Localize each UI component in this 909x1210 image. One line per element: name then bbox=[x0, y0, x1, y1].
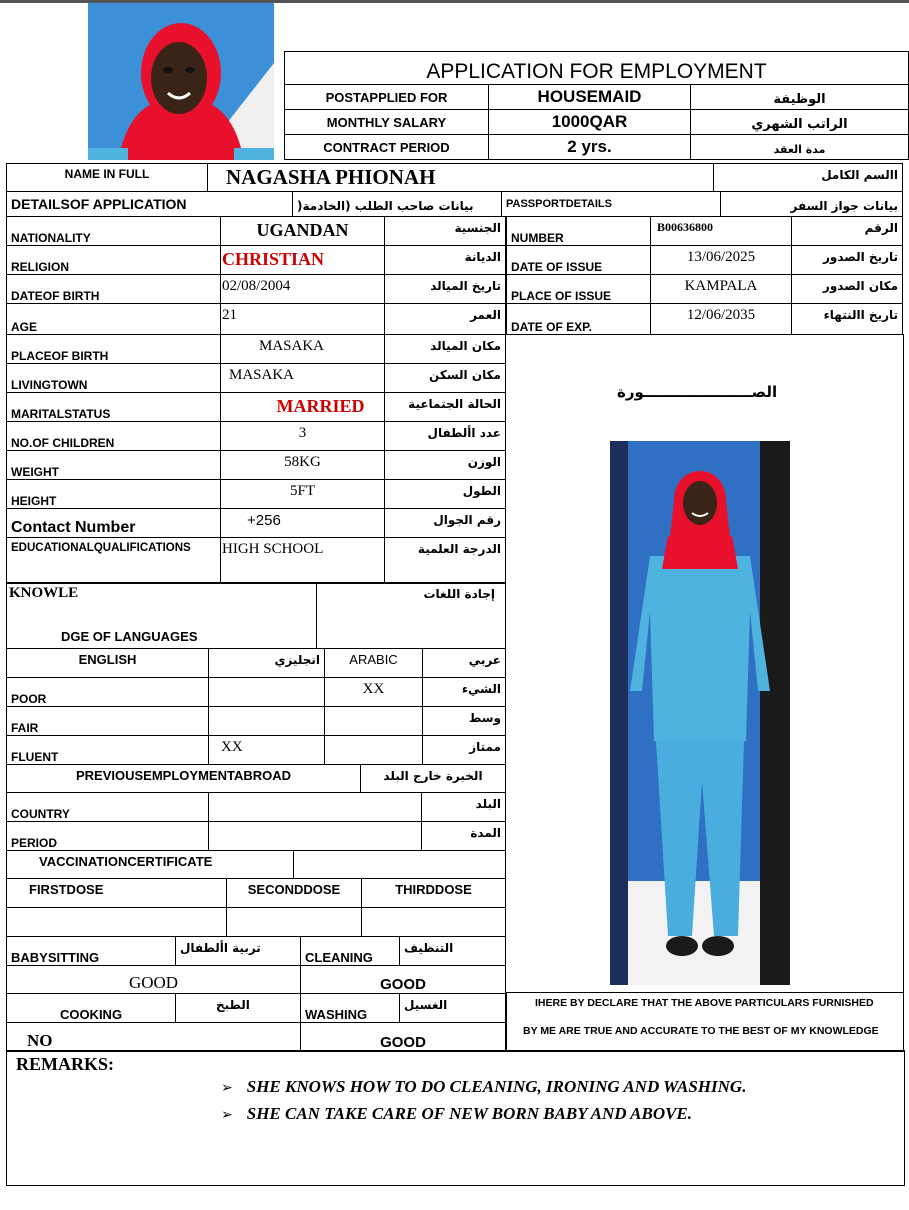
washing-value: GOOD bbox=[301, 1023, 506, 1052]
level-english: XX bbox=[209, 736, 325, 765]
personal-ar: تاريخ الميالد bbox=[385, 275, 506, 304]
post-applied-ar: الوظيفة bbox=[691, 85, 909, 110]
cooking-ar: الطبخ bbox=[176, 994, 301, 1023]
passport-value: 12/06/2035 bbox=[651, 304, 792, 335]
level-arabic bbox=[325, 707, 423, 736]
personal-value: 5FT bbox=[221, 480, 385, 509]
personal-label: NATIONALITY bbox=[7, 217, 221, 246]
declaration-line-1: IHERE BY DECLARE THAT THE ABOVE PARTICULARS FURNISHED bbox=[535, 997, 874, 1009]
personal-ar: الديانة bbox=[385, 246, 506, 275]
personal-label: LIVINGTOWN bbox=[7, 364, 221, 393]
personal-value: 58KG bbox=[221, 451, 385, 480]
passport-label: DATE OF ISSUE bbox=[507, 246, 651, 275]
second-dose-label: SECONDDOSE bbox=[227, 879, 362, 908]
remarks-text: SHE CAN TAKE CARE OF NEW BORN BABY AND ABOVE. bbox=[246, 1104, 693, 1123]
personal-value: +256 bbox=[221, 509, 385, 538]
remarks-item bbox=[221, 1104, 692, 1124]
babysitting-label: BABYSITTING bbox=[7, 937, 176, 966]
personal-label: RELIGION bbox=[7, 246, 221, 275]
personal-ar: الدرجة العلمية bbox=[385, 538, 506, 584]
salary-ar: الراتب الشهري bbox=[691, 110, 909, 135]
contract-label: CONTRACT PERIOD bbox=[285, 135, 489, 160]
washing-label: WASHING bbox=[301, 994, 400, 1023]
passport-label: PLACE OF ISSUE bbox=[507, 275, 651, 304]
country-label: COUNTRY bbox=[7, 793, 209, 822]
personal-ar: الجنسية bbox=[385, 217, 506, 246]
languages-title-ar: إجادة اللغات bbox=[317, 583, 506, 649]
remarks-text: SHE KNOWS HOW TO DO CLEANING, IRONING AND WASHING. bbox=[246, 1077, 747, 1096]
remarks-item bbox=[221, 1077, 746, 1097]
level-arabic bbox=[325, 736, 423, 765]
english-label: ENGLISH bbox=[7, 649, 209, 678]
details-label: DETAILSOF APPLICATION bbox=[7, 192, 293, 217]
vaccination-blank bbox=[294, 851, 506, 879]
passport-ar: تاريخ االنتهاء bbox=[792, 304, 903, 335]
level-arabic: XX bbox=[325, 678, 423, 707]
level-english bbox=[209, 707, 325, 736]
personal-ar: الوزن bbox=[385, 451, 506, 480]
employment-table bbox=[6, 764, 506, 793]
languages-title-a: KNOWLE bbox=[9, 585, 79, 601]
personal-ar: رقم الجوال bbox=[385, 509, 506, 538]
personal-value: 02/08/2004 bbox=[221, 275, 385, 304]
document-title: APPLICATION FOR EMPLOYMENT bbox=[285, 52, 909, 85]
languages-title-b: DGE OF LANGUAGES bbox=[61, 629, 198, 644]
english-ar: انجليزي bbox=[209, 649, 325, 678]
personal-value: CHRISTIAN bbox=[221, 246, 385, 275]
name-table bbox=[6, 163, 903, 192]
level-ar: ممتاز bbox=[423, 736, 506, 765]
declaration-line-2: BY ME ARE TRUE AND ACCURATE TO THE BEST OF MY KNOWLEDGE bbox=[523, 1025, 879, 1037]
personal-label: NO.OF CHILDREN bbox=[7, 422, 221, 451]
cleaning-ar: التنظيف bbox=[400, 937, 506, 966]
employment-grid bbox=[6, 792, 506, 851]
full-body-photo bbox=[610, 441, 790, 985]
arabic-ar: عربي bbox=[423, 649, 506, 678]
third-dose-value bbox=[362, 908, 506, 937]
name-ar: االسم الكامل bbox=[714, 164, 903, 192]
post-applied-label: POSTAPPLIED FOR bbox=[285, 85, 489, 110]
passport-value: KAMPALA bbox=[651, 275, 792, 304]
details-header bbox=[6, 191, 903, 217]
washing-ar: الغسيل bbox=[400, 994, 506, 1023]
personal-ar: مكان السكن bbox=[385, 364, 506, 393]
level-ar: الشيء bbox=[423, 678, 506, 707]
personal-value: 3 bbox=[221, 422, 385, 451]
passport-details-label: PASSPORTDETAILS bbox=[502, 192, 721, 217]
vaccination-title: VACCINATIONCERTIFICATE bbox=[7, 851, 294, 879]
personal-ar: عدد األطفال bbox=[385, 422, 506, 451]
period-ar: المدة bbox=[422, 822, 506, 851]
personal-ar: مكان الميالد bbox=[385, 335, 506, 364]
third-dose-label: THIRDDOSE bbox=[362, 879, 506, 908]
level-label: POOR bbox=[7, 678, 209, 707]
personal-label: MARITALSTATUS bbox=[7, 393, 221, 422]
personal-label: PLACEOF BIRTH bbox=[7, 335, 221, 364]
bullet-arrow-icon: ➢ bbox=[221, 1080, 233, 1096]
photo-label: الصـــــــــــــــــــــورة bbox=[617, 383, 778, 401]
personal-ar: الحالة الجتماعية bbox=[385, 393, 506, 422]
cooking-label: COOKING bbox=[7, 994, 176, 1023]
contract-ar: مدة العقد bbox=[691, 135, 909, 160]
personal-value: 21 bbox=[221, 304, 385, 335]
personal-table bbox=[6, 216, 506, 584]
country-value bbox=[209, 793, 422, 822]
remarks-box bbox=[6, 1050, 905, 1186]
passport-ar: الرقم bbox=[792, 217, 903, 246]
header-table bbox=[284, 51, 909, 160]
salary-label: MONTHLY SALARY bbox=[285, 110, 489, 135]
passport-value: B00636800 bbox=[651, 217, 792, 246]
passport-ar: تاريخ الصدور bbox=[792, 246, 903, 275]
first-dose-label: FIRSTDOSE bbox=[7, 879, 227, 908]
cooking-value: NO bbox=[7, 1023, 301, 1052]
declaration-box bbox=[506, 992, 904, 1052]
babysitting-value: GOOD bbox=[7, 966, 301, 994]
details-ar: بيانات صاحب الطلب (الخادمة( bbox=[293, 192, 502, 217]
passport-value: 13/06/2025 bbox=[651, 246, 792, 275]
cleaning-label: CLEANING bbox=[301, 937, 400, 966]
first-dose-value bbox=[7, 908, 227, 937]
languages-table bbox=[6, 582, 506, 649]
name-value: NAGASHA PHIONAH bbox=[208, 164, 714, 192]
personal-ar: الطول bbox=[385, 480, 506, 509]
languages-grid bbox=[6, 648, 506, 765]
passport-ar: مكان الصدور bbox=[792, 275, 903, 304]
salary-value: 1000QAR bbox=[489, 110, 691, 135]
passport-table bbox=[506, 216, 903, 335]
vaccination-table bbox=[6, 850, 506, 879]
passport-label: DATE OF EXP. bbox=[507, 304, 651, 335]
post-applied-value: HOUSEMAID bbox=[489, 85, 691, 110]
contract-value: 2 yrs. bbox=[489, 135, 691, 160]
personal-label: WEIGHT bbox=[7, 451, 221, 480]
doses-table bbox=[6, 878, 506, 937]
cleaning-value: GOOD bbox=[301, 966, 506, 994]
level-label: FLUENT bbox=[7, 736, 209, 765]
personal-value: UGANDAN bbox=[221, 217, 385, 246]
portrait-photo bbox=[88, 3, 274, 160]
personal-label: Contact Number bbox=[7, 509, 221, 538]
personal-value: MASAKA bbox=[221, 335, 385, 364]
employment-title: PREVIOUSEMPLOYMENTABROAD bbox=[7, 765, 361, 793]
babysitting-ar: تربية األطفال bbox=[176, 937, 301, 966]
personal-value: MASAKA bbox=[221, 364, 385, 393]
personal-value: MARRIED bbox=[221, 393, 385, 422]
personal-label: AGE bbox=[7, 304, 221, 335]
country-ar: البلد bbox=[422, 793, 506, 822]
period-value bbox=[209, 822, 422, 851]
personal-label: DATEOF BIRTH bbox=[7, 275, 221, 304]
remarks-title: REMARKS: bbox=[16, 1054, 114, 1074]
personal-value: HIGH SCHOOL bbox=[221, 538, 385, 584]
skills-table bbox=[6, 936, 506, 1052]
name-label: NAME IN FULL bbox=[7, 164, 208, 192]
bullet-arrow-icon: ➢ bbox=[221, 1107, 233, 1123]
level-label: FAIR bbox=[7, 707, 209, 736]
personal-label: EDUCATIONALQUALIFICATIONS bbox=[7, 538, 221, 584]
level-ar: وسط bbox=[423, 707, 506, 736]
passport-label: NUMBER bbox=[507, 217, 651, 246]
employment-title-ar: الخبرة خارج البلد bbox=[361, 765, 506, 793]
passport-details-ar: بيانات جواز السفر bbox=[721, 192, 903, 217]
period-label: PERIOD bbox=[7, 822, 209, 851]
personal-ar: العمر bbox=[385, 304, 506, 335]
personal-label: HEIGHT bbox=[7, 480, 221, 509]
arabic-label: ARABIC bbox=[325, 649, 423, 678]
level-english bbox=[209, 678, 325, 707]
second-dose-value bbox=[227, 908, 362, 937]
